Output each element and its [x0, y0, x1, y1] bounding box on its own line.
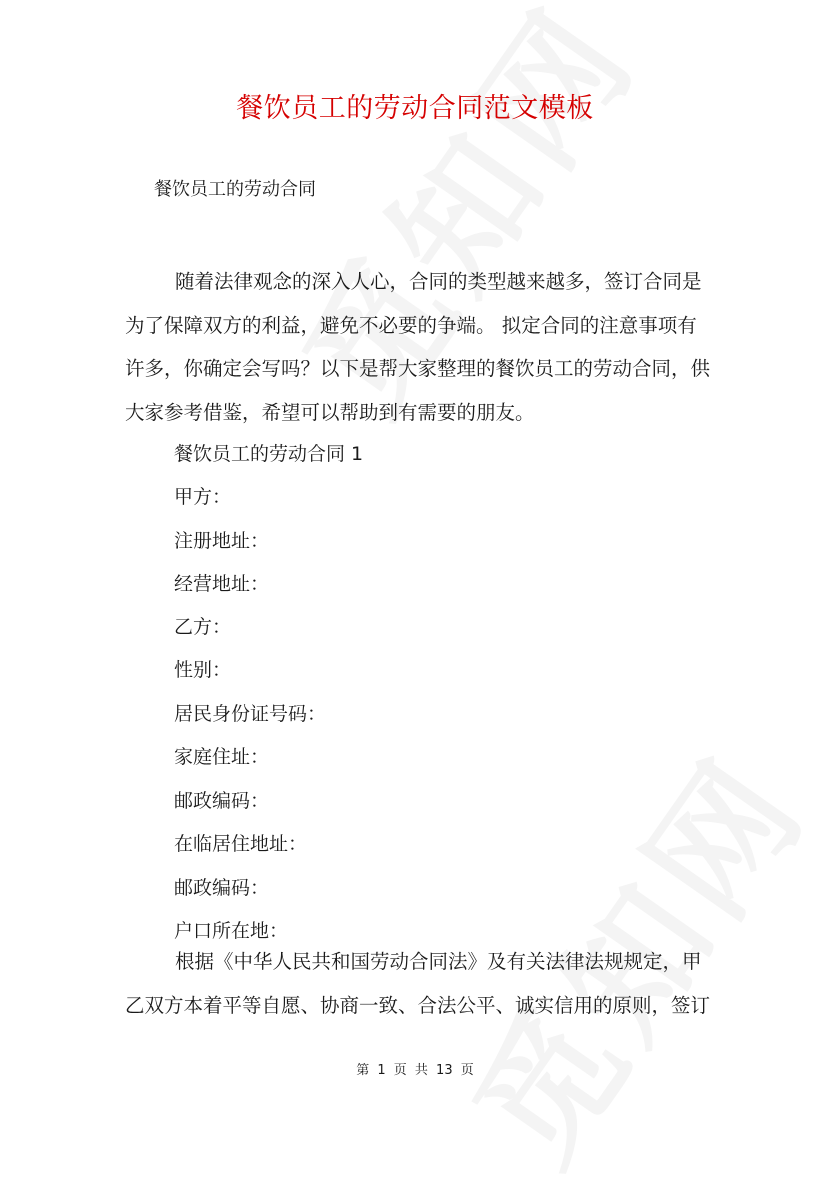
section-heading: 餐饮员工的劳动合同 1 — [174, 443, 364, 465]
page-indicator: 第 1 页 共 13 页 — [356, 1063, 474, 1078]
field-household-registration: 户口所在地： — [174, 920, 289, 942]
field-gender: 性别： — [174, 659, 232, 681]
field-party-b: 乙方： — [174, 616, 232, 638]
field-temp-address: 在临居住地址： — [174, 833, 308, 855]
field-postal-code: 邮政编码： — [174, 790, 270, 812]
field-registered-address: 注册地址： — [174, 530, 270, 552]
field-home-address: 家庭住址： — [174, 746, 270, 768]
intro-paragraph: 随着法律观念的深入人心，合同的类型越来越多，签订合同是为了保障双方的利益，避免不必要的争端。 拟定合同的注意事项有许多，你确定会写吗？以下是帮大家整理的餐饮员工的劳动合同，供大家参考借鉴，希望可以帮助到有需要的朋友。 — [125, 270, 711, 424]
field-id-number: 居民身份证号码： — [174, 703, 327, 725]
field-business-address: 经营地址： — [174, 573, 270, 595]
field-party-a: 甲方： — [174, 486, 232, 508]
document-subtitle: 餐饮员工的劳动合同 — [154, 179, 316, 200]
field-postal-code-2: 邮政编码： — [174, 877, 270, 899]
closing-paragraph: 根据《中华人民共和国劳动合同法》及有关法律法规规定，甲乙双方本着平等自愿、协商一致、合法公平、诚实信用的原则，签订 — [125, 950, 711, 1017]
document-title: 餐饮员工的劳动合同范文模板 — [236, 93, 594, 124]
